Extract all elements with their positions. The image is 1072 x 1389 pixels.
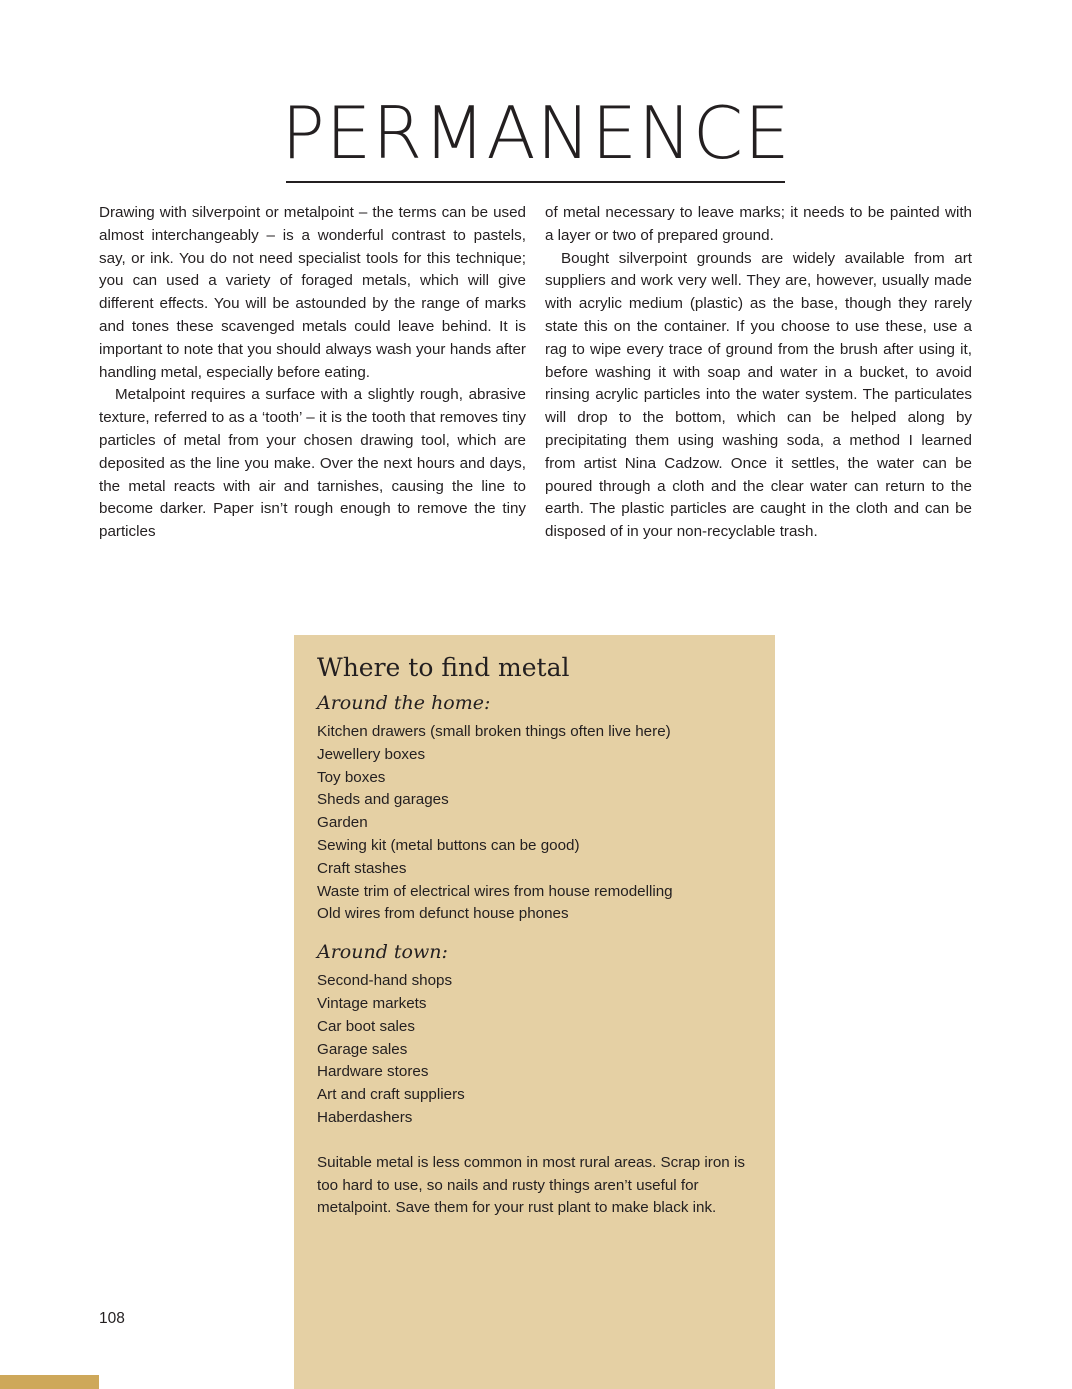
page-number: 108 (99, 1310, 125, 1327)
list-item: Garden (317, 814, 368, 832)
list-item: Vintage markets (317, 994, 427, 1012)
body-column-right (545, 202, 972, 544)
list-item: Old wires from defunct house phones (317, 905, 569, 923)
list-item: Jewellery boxes (317, 745, 426, 763)
title-underline-divider (286, 181, 785, 183)
accent-corner-bar (0, 1375, 99, 1389)
list-item: Waste trim of electrical wires from house remodelling (317, 882, 673, 900)
list-item: Garage sales (317, 1040, 408, 1058)
home-locations-list (317, 721, 752, 926)
list-item: Sewing kit (metal buttons can be good) (317, 836, 580, 854)
sidebar-subheading-town: Around town: (317, 941, 448, 964)
list-item: Car boot sales (317, 1017, 415, 1035)
list-item: Art and craft suppliers (317, 1086, 465, 1104)
sidebar-heading: Where to find metal (317, 653, 570, 682)
list-item: Haberdashers (317, 1108, 413, 1126)
list-item: Toy boxes (317, 768, 386, 786)
body-paragraph: Metalpoint requires a surface with a slightly rough, abrasive texture, referred to as a ‘tooth’ – it is the tooth that removes tiny particles of metal from your chosen drawing tool, which are deposited as the line you make. Over the next hours and days, the metal reacts with air and tarnishes, causing the line to become darker. Paper isn’t rough enough to remove the tiny particles (99, 386, 526, 541)
where-to-find-metal-sidebar (294, 635, 775, 1389)
town-locations-list (317, 970, 752, 1130)
list-item: Hardware stores (317, 1063, 429, 1081)
page-title: PERMANENCE (281, 91, 791, 175)
list-item: Kitchen drawers (small broken things often live here) (317, 723, 671, 740)
body-column-left (99, 202, 526, 544)
list-item: Second-hand shops (317, 972, 453, 990)
body-paragraph: Bought silverpoint grounds are widely available from art suppliers and work very well. They are, however, usually made with acrylic medium (plastic) as the base, though they rarely state this on the container. If you choose to use these, use a rag to wipe every trace of ground from the brush after using it, before washing it with soap and water in a bucket, to avoid rinsing acrylic particles into the water system. The particulates will drop to the bottom, which can be helped along by precipitating them using washing soda, a method I learned from artist Nina Cadzow. Once it settles, the water can be poured through a cloth and the clear water can return to the earth. The plastic particles are caught in the cloth and can be disposed of in your non-recyclable trash. (545, 249, 972, 541)
list-item: Craft stashes (317, 859, 407, 877)
body-paragraph: Drawing with silverpoint or metalpoint – the terms can be used almost interchangeably – is a wonderful contrast to pastels, say, or ink. You do not need specialist tools for this technique; you can used a variety of foraged metals, which will give different effects. You will be astounded by the range of marks and tones these scavenged metals could leave behind. It is important to note that you should always wash your hands after handling metal, especially before eating. (99, 204, 526, 381)
sidebar-note: Suitable metal is less common in most rural areas. Scrap iron is too hard to use, so nails and rusty things aren’t useful for metalpoint. Save them for your rust plant to make black ink. (317, 1153, 745, 1217)
list-item: Sheds and garages (317, 791, 449, 809)
body-paragraph: of metal necessary to leave marks; it needs to be painted with a layer or two of prepared ground. (545, 204, 972, 244)
sidebar-subheading-home: Around the home: (317, 692, 491, 714)
